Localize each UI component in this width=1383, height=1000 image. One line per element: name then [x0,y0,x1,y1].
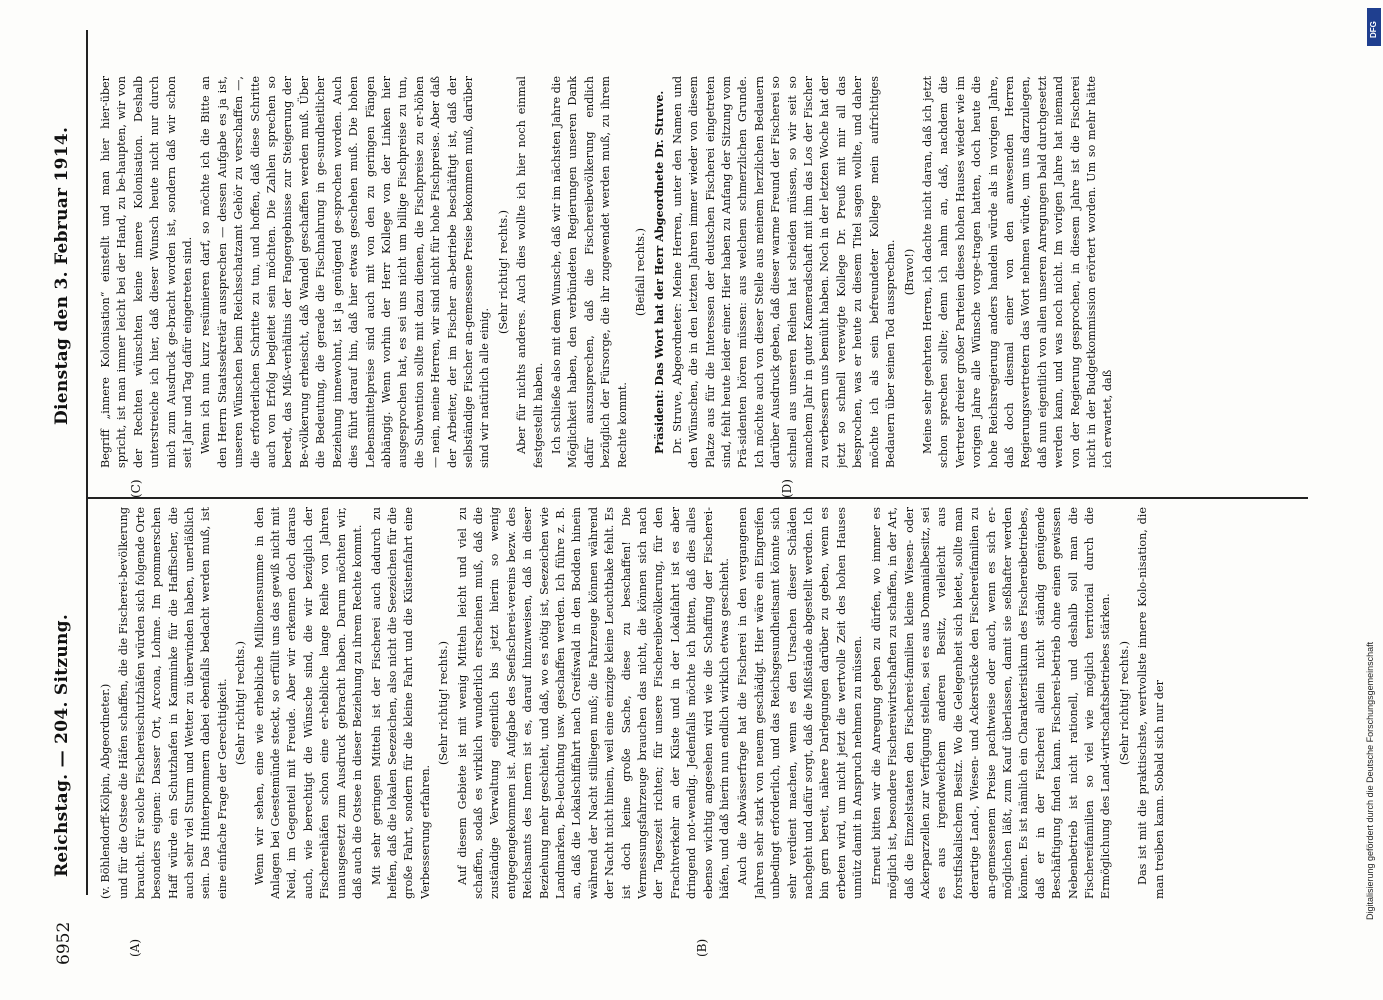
dfg-logo-text: DFG [1369,21,1378,38]
paragraph: und für die Ostsee die Häfen schaffen, die die Fischerei-bevölkerung braucht. Für solche Fischereischutzhäfen würden sich folgende Orte besonders eignen: Dasser Ort, Arcona, Lohme. Im pommerschen Haff würde ein Schutzhafen in Kamminke für die Haffischer, die auch sehr viel Sturm und Wetter zu überwinden haben, unerläßlich sein. Das Hinterpommern dabei ebenfalls bedacht werden muß, ist eine einfache Frage der Gerechtigkeit. [117,507,229,899]
paragraph: Das ist mit die praktischste, wertvollste innere Kolo-nisation, die man treiben kann. Sobald sich nur der [1136,507,1166,899]
paragraph: Auch die Abwässerfrage hat die Fischerei in den vergangenen Jahren sehr stark von neuem geschädigt. Hier wäre ein Eingreifen unbedingt erforderlich, und das Reichsgesundheitsamt könnte sich sehr verdient machen, wenn es den Ursachen dieser Schäden nachgeht und dafür sorgt, daß die Mißstände abgestellt werden. Ich bin gern bereit, nähere Darlegungen darüber zu geben, wenn es erbeten wird, um nicht jetzt die wertvolle Zeit des hohen Hauses unnütz damit in Anspruch nehmen zu müssen. [736,507,865,899]
paragraph: Dr. Struve, Abgeordneter: Meine Herren, unter den Namen und den Wünschen, die in den letzten Jahren immer wieder von diesem Platze aus für die Interessen der deutschen Fischerei eingetreten sind, fehlt heute leider einer. Hier haben zu Anfang der Sitzung vom Prä-sidenten hören müssen: aus welchem schmerzlichen Grunde. Ich möchte auch von dieser Stelle aus meinem herzlichen Bedauern darüber Ausdruck geben, daß dieser warme Freund der Fischerei so schnell aus unseren Reihen hat scheiden müssen, so wir seit so manchem Jahr in guter Kameradschaft mit ihm das Los der Fischer zu verbessern uns bemüht haben. Noch in der letzten Woche hat der jetzt so schnell verewigte Kollege Dr. Preuß mit mir all das besprochen, was er heute zu diesem Titel sagen wollte, und daher möchte ich als sein befreundeter Kollege mein aufrichtiges Bedauern über seinen Tod aussprechen. [670,76,898,468]
paragraph: Erneut bitten wir die Anregung geben zu dürfen, wo immer es möglich ist, besondere Fischereiwirtschaften zu schaffen, in der Art, daß die Einzelstaaten den Fischerei-familien kleine Wiesen- oder Ackerparzellen zur Verfügung stellen, sei es aus Domanialbesitz, sei es aus irgendwelchem anderen Besitz, vielleicht aus forstfiskalischem Besitz. Wo die Gelegenheit sich bietet, sollte man derartige Land-, Wiesen- und Ackerstücke den Fischereifamilien zu an-gemessenem Preise pachtweise oder auch, wenn es sich er-möglichen läßt, zum Kauf überlassen, damit sie seßhafter werden können. Es ist nämlich ein Charakteristikum des Fischereibetriebes, daß er in der Fischerei allein nicht ständig genügende Beschäftigung finden kann. Fischerei-betrieb ohne einen gewissen Nebenbetrieb ist nicht rationell, und deshalb soll man die Fischereifamilien so viel wie möglich territorial durch die Ermöglichung des Land-wirtschaftsbetriebes stärken. [869,507,1113,899]
dfg-logo [1367,8,1381,46]
interjection: (Bravo!) [902,248,916,296]
running-title-session: Reichstag. — 204. Sitzung. [52,613,72,877]
paragraph: Mit sehr geringen Mitteln ist der Fischerei auch dadurch zu helfen, daß die lokalen Seezeichen, also nicht die Seezeichen für die große Fahrt, sondern für die kleine Fahrt und die Küstenfahrt eine Verbesserung erfahren. [369,507,432,899]
paragraph: Meine sehr geehrten Herren, ich dachte nicht daran, daß ich jetzt schon sprechen sollte; denn ich nahm an, daß, nachdem die Vertreter dreier großer Parteien dieses hohen Hauses wieder wie im vorigen Jahre alle Wünsche vorge-tragen hatten, doch heute die hohe Reichsregierung anders handeln würde als in vorigen Jahre, daß doch diesmal einer von den anwesenden Herren Regierungsvertretern das Wort nehmen würde, um uns darzulegen, daß nun eigentlich von allen unseren Anregungen bald durchgesetzt werden kann, und was noch nicht. Im vorigen Jahre hat niemand von der Regierung gesprochen, in diesem Jahre ist die Fischerei nicht in der Budgetkommission erörtert worden. Um so mehr hätte ich erwartet, daß [920,76,1115,468]
margin-marker-c: (C) [129,479,143,498]
margin-marker-a: (A) [128,938,142,957]
digitization-credit [1365,60,1379,920]
page-number: 6952 [54,921,74,965]
interjection: (Sehr richtig! rechts.) [234,640,248,766]
right-column [98,76,1310,468]
left-column [98,507,1310,899]
credit-text: Digitalisierung gefördert durch die Deutsche Forschungsgemeinschaft [1365,641,1375,920]
column-rule [88,497,1308,499]
interjection: (Sehr richtig! rechts.) [496,209,510,335]
paragraph: Wenn ich nun kurz resümieren darf, so möchte ich die Bitte an den Herrn Staatssekretär aussprechen — dessen Aufgabe es ja ist, unseren Wünschen beim Reichsschatzamt Gehör zu verschaffen —, die erforderlichen Schritte zu tun, und hoffen, daß diese Schritte auch von Erfolg begleitet sein möchten. Die Zahlen sprechen so beredt, das Miß-verhältnis der Fangergebnisse zur Steigerung der Be-völkerung erheischt, daß Wandel geschaffen werden muß. Über die Bedeutung, die gerade die Fischnahrung in ge-sundheitlicher Beziehung innewohnt, ist ja genügend ge-sprochen worden. Auch dies führt darauf hin, daß hier etwas geschehen muß. Die hohen Lebensmittelpreise sind auch mit von den zu geringen Fängen abhängig. Wenn vorhin der Herr Kollege von der Linken hier ausgesprochen hat, es sei uns nicht um billige Fischpreise zu tun, die Subvention sollte mit dazu dienen, die Fischpreise zu er-höhen — nein, meine Herren, wir sind nicht für hohe Fischpreise. Aber daß der Arbeiter, der im Fischer an-betriebe beschäftigt ist, daß der selbständige Fischer an-gemessene Preise bekommen muß, darüber sind wir natürlich alle einig. [199,76,492,468]
paragraph: Ich schließe also mit dem Wunsche, daß wir im nächsten Jahre die Möglichkeit haben, den verbündeten Regierungen unseren Dank dafür auszusprechen, daß die Fischereibevölkerung endlich bezüglich der Fürsorge, die ihr zugewendet werden muß, zu ihrem Rechte kommt. [549,76,629,468]
running-header [48,30,78,965]
interjection: (Sehr richtig! rechts.) [437,640,451,766]
paragraph: Aber für nichts anderes. Auch dies wollte ich hier noch einmal festgestellt haben. [515,76,545,468]
interjection: (Sehr richtig! rechts.) [1117,640,1131,766]
rotated-text-frame [40,30,1316,965]
interjection: (Beifall rechts.) [634,228,647,316]
paragraph: Auf diesem Gebiete ist mit wenig Mitteln leicht und viel zu schaffen, sodaß es wirklich wunderlich erscheinen muß, daß die zuständige Verwaltung eigentlich bis jetzt hierin so wenig entgegengekommen ist. Aufgabe des Seefischerei-vereins bezw. des Reichsamts des Innern ist es, darauf hinzuweisen, daß in dieser Beziehung mehr geschieht, und daß, wo es nötig ist, Seezeichen wie Landmarken, Be-leuchtung usw. geschaffen werden. Ich führe z. B. an, daß die Lokalschiffahrt nach Greifswald in den Bodden hinein während der Nacht stilliegen muß; die Fahrzeuge können während der Nacht nicht hinein, weil eine einzige kleine Leuchtbake fehlt. Es ist doch keine große Sache, diese zu beschaffen! Die Vermessungsfahrzeuge brauchen das nicht, die können sich nach der Tageszeit richten; für unsere Fischereibevölkerung, für den Frachtverkehr an der Küste und in der Lokalfahrt ist es aber dringend not-wendig. Jedenfalls möchte ich bitten, daß dies alles ebenso wichtig angesehen wird wie die Schaffung der Fischerei-häfen, und daß hierin nun endlich wirklich etwas geschieht. [455,507,732,899]
paragraph: Wenn wir sehen, eine wie erhebliche Millionensumme in den Anlagen bei Geestemünde steckt, so erfüllt uns das gewiß nicht mit Neid, im Gegenteil mit Freude. Aber wir erkennen doch daraus auch, wie berechtigt die Wünsche sind, die wir bezüglich der Fischereihäfen schon eine er-hebliche lange Reihe von Jahren unausgesetzt zum Ausdruck gebracht haben. Darum möchten wir, daß auch die Ostsee in dieser Beziehung zu ihrem Rechte kommt. [252,507,365,899]
header-rule [86,30,88,895]
running-title-date: Dienstag den 3. Februar 1914. [52,126,72,425]
speaker-attribution: (v. Böhlendorff-Kölpin, Abgeordneter.) [99,683,112,899]
margin-marker-d: (D) [780,479,794,498]
paragraph: Begriff „innere Kolonisation“ einstellt und man hier hier-über spricht, ist man immer leicht bei der Hand, zu be-haupten, wir von der Rechten wünschten keine innere Kolonisation. Deshalb unterstreiche ich hier, daß dieser Wunsch heute nicht nur durch mich zum Ausdruck ge-bracht worden ist, sondern daß wir schon seit Jahr und Tag dafür eingetreten sind. [99,76,195,468]
president-announcement: Präsident: Das Wort hat der Herr Abgeordnete Dr. Struve. [652,90,667,454]
margin-marker-b: (B) [695,938,709,957]
